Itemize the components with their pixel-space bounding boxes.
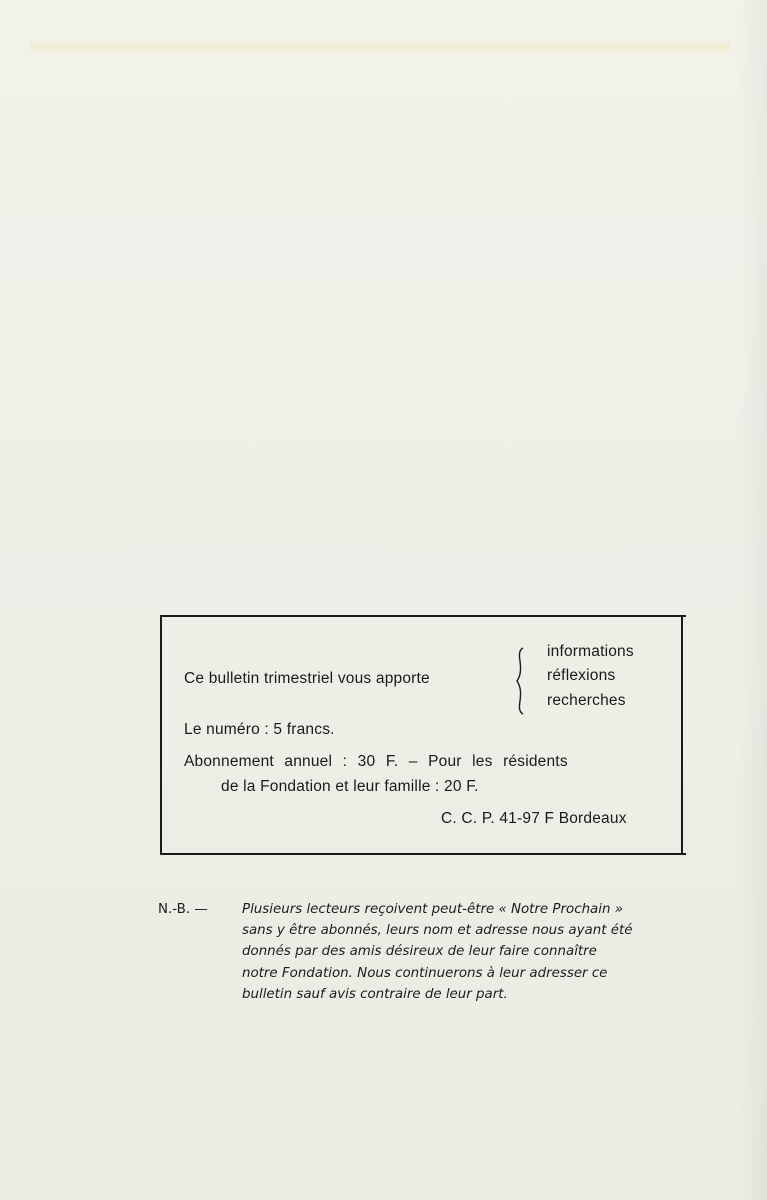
box-left-border — [160, 617, 162, 853]
note-label: N.-B. — — [158, 902, 208, 917]
note-line-2: sans y être abonnés, leurs nom et adresse nous ayant été — [242, 923, 633, 938]
topic-recherches: recherches — [547, 692, 626, 709]
note-line-1: Plusieurs lecteurs reçoivent peut-être « Notre Prochain » — [242, 902, 623, 917]
note-line-5: bulletin sauf avis contraire de leur part. — [242, 987, 508, 1002]
issue-price: Le numéro : 5 francs. — [184, 721, 335, 738]
subscription-line-1: Abonnement annuel : 30 F. – Pour les résidents — [184, 753, 568, 770]
subscription-line-2: de la Fondation et leur famille : 20 F. — [221, 778, 479, 795]
postal-account: C. C. P. 41-97 F Bordeaux — [441, 810, 627, 827]
note-line-3: donnés par des amis désireux de leur faire connaître — [242, 944, 597, 959]
box-right-border — [681, 617, 683, 853]
note-line-4: notre Fondation. Nous continuerons à leur adresser ce — [242, 966, 608, 981]
bulletin-intro: Ce bulletin trimestriel vous apporte — [184, 670, 430, 687]
paper-stain — [30, 40, 730, 54]
curly-brace-icon — [514, 647, 528, 715]
topic-informations: informations — [547, 643, 634, 660]
paper-edge-shadow — [739, 0, 767, 1200]
topic-reflexions: réflexions — [547, 667, 616, 684]
